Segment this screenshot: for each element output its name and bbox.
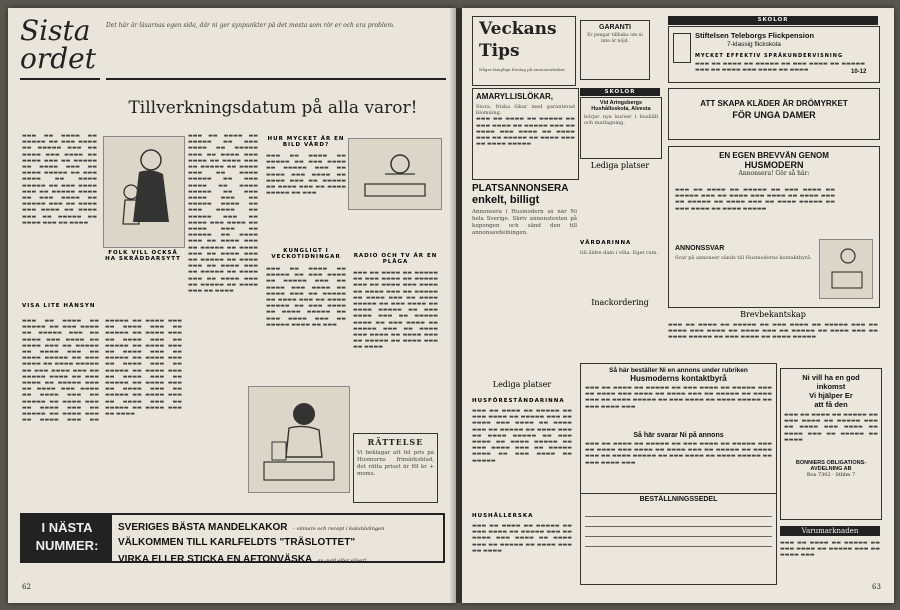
- brevbekantskap-ads: ▬▬▬ ▬▬ ▬▬▬▬ ▬▬ ▬▬▬▬▬ ▬▬ ▬▬▬ ▬▬▬▬ ▬▬ ▬▬▬▬▬ ▬▬▬ ▬▬ ▬▬▬▬ ▬▬▬ ▬▬▬▬ ▬▬ ▬▬▬▬ ▬▬▬ ▬▬ ▬▬▬▬▬ ▬▬ ▬▬▬▬ ▬▬▬ ▬▬ ▬▬▬▬ ▬▬▬▬▬ ▬▬ ▬▬▬ ▬▬▬▬ ▬▬ ▬▬▬▬ ▬▬▬▬▬: [668, 322, 878, 341]
- sleeping-woman-icon: [355, 144, 435, 204]
- varumarknaden-ads: ▬▬▬ ▬▬ ▬▬▬▬ ▬▬ ▬▬▬▬▬ ▬▬ ▬▬▬ ▬▬▬▬ ▬▬ ▬▬▬▬▬ ▬▬▬ ▬▬ ▬▬▬▬ ▬▬▬: [780, 540, 880, 559]
- svarar-title: Så här svarar Ni på annons: [633, 432, 724, 439]
- mother-child-illustration: [103, 136, 185, 248]
- aringsberg-body: börjar nya kurser i hushåll och matlagning.: [584, 114, 658, 127]
- ni-vill-1: Ni vill ha en god: [802, 373, 860, 382]
- caption-visa: VISA LITE HÄNSYN: [22, 303, 96, 309]
- bonniers-3: Box 7302 · Sthlm 7: [806, 472, 856, 478]
- amaryllis-box: [472, 88, 579, 180]
- veckans-title: Veckans: [479, 19, 557, 39]
- brevvan-title-2: HUSMODERN: [744, 160, 804, 170]
- brevvan-box: [668, 146, 880, 308]
- ni-vill-4: att få den: [814, 400, 848, 409]
- order-form: [581, 503, 776, 551]
- order-line-4[interactable]: [585, 537, 772, 547]
- col-4-text: ▬▬▬ ▬▬ ▬▬▬▬ ▬▬ ▬▬▬▬▬ ▬▬ ▬▬▬ ▬▬▬▬ ▬▬ ▬▬▬▬▬ ▬▬▬ ▬▬ ▬▬▬▬ ▬▬▬ ▬▬▬▬ ▬▬ ▬▬▬▬ ▬▬▬ ▬▬ ▬▬▬▬▬ ▬▬ ▬▬▬▬ ▬▬▬ ▬▬ ▬▬▬▬ ▬▬▬▬▬ ▬▬ ▬▬▬: [266, 153, 346, 197]
- bestaller-body: ▬▬▬ ▬▬ ▬▬▬▬ ▬▬ ▬▬▬▬▬ ▬▬ ▬▬▬ ▬▬▬▬ ▬▬ ▬▬▬▬▬ ▬▬▬ ▬▬ ▬▬▬▬ ▬▬▬ ▬▬▬▬ ▬▬ ▬▬▬▬ ▬▬▬ ▬▬ ▬▬▬▬▬ ▬▬ ▬▬▬▬ ▬▬▬ ▬▬ ▬▬▬▬ ▬▬▬▬▬ ▬▬ ▬▬▬ ▬▬▬▬ ▬▬ ▬▬▬▬ ▬▬▬▬▬ ▬▬ ▬▬▬ ▬▬▬▬ ▬▬▬: [585, 385, 772, 410]
- garanti-title: GARANTI: [599, 24, 631, 31]
- garanti-box: [580, 20, 650, 80]
- order-line-1[interactable]: [585, 507, 772, 517]
- annonssvar-title: ANNONSSVAR: [675, 245, 725, 252]
- next-issue-lines: [118, 518, 443, 568]
- lead-headline: Tillverkningsdatum på alla varor!: [128, 98, 418, 118]
- col-visa-text: ▬▬▬ ▬▬ ▬▬▬▬ ▬▬ ▬▬▬▬▬ ▬▬ ▬▬▬ ▬▬▬▬ ▬▬ ▬▬▬▬▬ ▬▬▬ ▬▬ ▬▬▬▬ ▬▬▬ ▬▬▬▬ ▬▬ ▬▬▬▬ ▬▬▬ ▬▬ ▬▬▬▬▬ ▬▬ ▬▬▬▬ ▬▬▬ ▬▬ ▬▬▬▬ ▬▬▬▬▬ ▬▬ ▬▬▬ ▬▬▬▬ ▬▬ ▬▬▬▬ ▬▬▬▬▬ ▬▬ ▬▬▬ ▬▬▬▬ ▬▬▬ ▬▬ ▬▬▬▬▬ ▬▬▬▬ ▬▬ ▬▬▬ ▬▬▬▬ ▬▬ ▬▬▬▬▬ ▬▬▬ ▬▬ ▬▬▬▬ ▬▬▬ ▬▬▬▬ ▬▬ ▬▬▬▬ ▬▬▬ ▬▬ ▬▬▬▬▬ ▬▬ ▬▬▬▬ ▬▬▬ ▬▬ ▬▬▬▬ ▬▬▬ ▬▬ ▬▬▬▬▬ ▬▬ ▬▬▬▬ ▬▬▬ ▬▬ ▬▬▬▬ ▬▬▬ ▬▬ ▬▬▬▬▬ ▬▬ ▬▬▬▬ ▬▬▬ ▬▬ ▬▬▬▬ ▬▬▬ ▬▬ ▬▬▬▬▬ ▬▬ ▬▬▬▬ ▬▬▬ ▬▬ ▬▬▬▬ ▬▬▬ ▬▬ ▬▬▬▬▬ ▬▬ ▬▬▬▬ ▬▬▬ ▬▬ ▬▬▬▬ ▬▬▬ ▬▬ ▬▬▬▬▬ ▬▬ ▬▬▬▬ ▬▬▬ ▬▬ ▬▬▬▬ ▬▬▬ ▬▬ ▬▬▬▬▬ ▬▬ ▬▬▬▬ ▬▬▬ ▬▬ ▬▬▬▬ ▬▬▬ ▬▬ ▬▬▬▬▬ ▬▬ ▬▬▬▬ ▬▬▬ ▬▬ ▬▬▬▬ ▬▬▬ ▬▬ ▬▬▬▬▬ ▬▬ ▬▬▬▬ ▬▬▬ ▬▬ ▬▬▬▬ ▬▬▬ ▬▬ ▬▬▬▬▬ ▬▬ ▬▬▬▬ ▬▬▬ ▬▬ ▬▬▬▬: [22, 318, 182, 424]
- caption-folk: FOLK VILL OCKSÅ HA SKRÅDDARSYTT: [105, 250, 181, 262]
- amaryllis-body: Stora, friska lökar med garanterad blomning.: [476, 104, 575, 117]
- bestaller-box: [580, 363, 777, 585]
- amaryllis-details: ▬▬▬ ▬▬ ▬▬▬▬ ▬▬ ▬▬▬▬▬ ▬▬ ▬▬▬ ▬▬▬▬ ▬▬ ▬▬▬▬▬ ▬▬▬ ▬▬ ▬▬▬▬ ▬▬▬ ▬▬▬▬ ▬▬ ▬▬▬▬ ▬▬▬ ▬▬ ▬▬▬▬▬ ▬▬ ▬▬▬▬ ▬▬▬ ▬▬ ▬▬▬▬ ▬▬▬▬▬: [476, 116, 575, 148]
- inkomst-box: [780, 368, 882, 520]
- bonniers-1: BONNIERS OBLIGATIONS-: [795, 460, 867, 466]
- skolor-bar: SKOLOR: [668, 16, 878, 25]
- platsannonsera-body: Annonsera i Husmodern så når Ni hela Sverige. Skriv annonstexten på kupongen och sänd den till annonsavdelningen.: [472, 209, 577, 236]
- stiftelsen-body: MYCKET EFFEKTIV SPRÅKUNDERVISNING: [695, 53, 844, 59]
- ni-vill-3: Vi hjälper Er: [809, 391, 853, 400]
- page-number-right: 63: [872, 583, 881, 591]
- col-6-text: ▬▬▬ ▬▬ ▬▬▬▬ ▬▬ ▬▬▬▬▬ ▬▬ ▬▬▬ ▬▬▬▬ ▬▬ ▬▬▬▬▬ ▬▬▬ ▬▬ ▬▬▬▬ ▬▬▬ ▬▬▬▬ ▬▬ ▬▬▬▬ ▬▬▬ ▬▬ ▬▬▬▬▬ ▬▬ ▬▬▬▬ ▬▬▬ ▬▬ ▬▬▬▬ ▬▬▬▬▬ ▬▬ ▬▬▬ ▬▬▬▬ ▬▬ ▬▬▬▬ ▬▬▬▬▬ ▬▬ ▬▬▬ ▬▬▬▬ ▬▬▬ ▬▬ ▬▬▬▬▬ ▬▬▬▬ ▬▬ ▬▬▬ ▬▬▬▬ ▬▬ ▬▬▬▬▬ ▬▬▬ ▬▬ ▬▬▬▬ ▬▬▬ ▬▬▬▬ ▬▬ ▬▬▬▬ ▬▬▬ ▬▬ ▬▬▬▬▬ ▬▬ ▬▬▬▬ ▬▬▬ ▬▬ ▬▬▬▬: [353, 270, 438, 351]
- masthead: [20, 14, 100, 80]
- bestaller-sub: Husmoderns kontaktbyrå: [630, 374, 727, 383]
- lediga-platser-1: Lediga platser: [590, 161, 650, 170]
- next-issue-label-1: I NÄSTA: [41, 520, 93, 535]
- col-3-text: ▬▬▬ ▬▬ ▬▬▬▬ ▬▬ ▬▬▬▬▬ ▬▬ ▬▬▬ ▬▬▬▬ ▬▬ ▬▬▬▬▬ ▬▬▬ ▬▬ ▬▬▬▬ ▬▬▬ ▬▬▬▬ ▬▬ ▬▬▬▬ ▬▬▬ ▬▬ ▬▬▬▬▬ ▬▬ ▬▬▬▬ ▬▬▬ ▬▬ ▬▬▬▬ ▬▬▬▬▬ ▬▬ ▬▬▬ ▬▬▬▬ ▬▬ ▬▬▬▬ ▬▬▬▬▬ ▬▬ ▬▬▬ ▬▬▬▬ ▬▬▬ ▬▬ ▬▬▬▬▬ ▬▬▬▬ ▬▬ ▬▬▬ ▬▬▬▬ ▬▬ ▬▬▬▬▬ ▬▬▬ ▬▬ ▬▬▬▬ ▬▬▬ ▬▬▬▬ ▬▬ ▬▬▬▬ ▬▬▬ ▬▬ ▬▬▬▬▬ ▬▬ ▬▬▬▬ ▬▬▬ ▬▬ ▬▬▬▬ ▬▬▬ ▬▬ ▬▬▬▬▬ ▬▬ ▬▬▬▬ ▬▬▬ ▬▬ ▬▬▬▬ ▬▬▬ ▬▬ ▬▬▬▬▬ ▬▬ ▬▬▬▬ ▬▬▬ ▬▬ ▬▬▬▬ ▬▬▬ ▬▬ ▬▬▬▬▬ ▬▬ ▬▬▬▬ ▬▬▬ ▬▬ ▬▬▬▬ ▬▬▬ ▬▬ ▬▬▬▬▬ ▬▬ ▬▬▬▬ ▬▬▬ ▬▬ ▬▬▬▬: [188, 133, 258, 295]
- bonniers-2: AVDELNING AB: [810, 466, 852, 472]
- skolor-bar-2: SKOLOR: [580, 88, 660, 96]
- left-page: [8, 8, 456, 603]
- amaryllis-title: AMARYLLISLÖKAR,: [476, 92, 554, 101]
- page-number-left: 62: [22, 583, 31, 591]
- rattelse-body: Vi beklagar att fel pris på Husmorns frimärksblad, det rätta priset är 69 kr + moms.: [357, 450, 434, 477]
- inackordering-head: Inackordering: [591, 298, 649, 307]
- letter-writer-illustration: [819, 239, 873, 299]
- stiftelsen-name: Stiftelsen Teleborgs Flickpension: [695, 31, 815, 40]
- masthead-rule: [106, 78, 446, 80]
- vardarinna-title: VÅRDARINNA: [580, 240, 632, 246]
- bestallning-title: BESTÄLLNINGSSEDEL: [581, 493, 776, 503]
- husforestandarinna-body: ▬▬▬ ▬▬ ▬▬▬▬ ▬▬ ▬▬▬▬▬ ▬▬ ▬▬▬ ▬▬▬▬ ▬▬ ▬▬▬▬▬ ▬▬▬ ▬▬ ▬▬▬▬ ▬▬▬ ▬▬▬▬ ▬▬ ▬▬▬▬ ▬▬▬ ▬▬ ▬▬▬▬▬ ▬▬ ▬▬▬▬ ▬▬▬ ▬▬ ▬▬▬▬ ▬▬▬▬▬ ▬▬ ▬▬▬ ▬▬▬▬ ▬▬ ▬▬▬▬ ▬▬▬▬▬ ▬▬ ▬▬▬ ▬▬▬▬ ▬▬▬ ▬▬ ▬▬▬▬▬ ▬▬▬▬ ▬▬ ▬▬▬ ▬▬▬▬ ▬▬ ▬▬▬▬▬: [472, 408, 572, 464]
- next-issue-label-2: NUMMER:: [35, 538, 99, 553]
- aringsberg-box: [580, 97, 662, 159]
- tips-title: Tips: [479, 41, 520, 61]
- garanti-body: Er pengar tillbaka om ni inte är nöjd.: [587, 33, 643, 44]
- klader-title-2: FÖR UNGA DAMER: [732, 110, 816, 120]
- vardarinna-body: till äldre dam i villa. Eget rum.: [580, 250, 658, 256]
- inkomst-body: ▬▬▬ ▬▬ ▬▬▬▬ ▬▬ ▬▬▬▬▬ ▬▬ ▬▬▬ ▬▬▬▬ ▬▬ ▬▬▬▬▬ ▬▬▬ ▬▬ ▬▬▬▬ ▬▬▬ ▬▬▬▬ ▬▬ ▬▬▬▬ ▬▬▬ ▬▬ ▬▬▬▬▬ ▬▬ ▬▬▬▬: [784, 412, 878, 443]
- next-issue-line-3: VIRKA ELLER STICKA EN AFTONVÄSKA av guld eller silver!: [118, 554, 367, 565]
- caption-hur-mycket: HUR MYCKET ÄR EN BILD VÄRD?: [267, 136, 345, 148]
- next-issue-box: [20, 513, 445, 563]
- stiftelsen-sub: 7-klassig flickskola: [727, 41, 781, 48]
- lediga-platser-2: Lediga platser: [492, 380, 552, 389]
- husforestandarinna-title: HUSFÖRESTÅNDARINNA: [472, 398, 565, 404]
- aringsberg-title: Vid Aringsbergs Hushållsskola, Alvesta: [591, 100, 651, 112]
- woman-letters-illustration: [248, 386, 350, 493]
- platsannonsera-title-2: enkelt, billigt: [472, 194, 540, 206]
- caption-radio: RADIO OCH TV ÄR EN PLÅGA: [353, 253, 438, 265]
- rattelse-box: [353, 433, 438, 503]
- next-issue-label: [22, 515, 112, 561]
- next-issue-line-2: VÄLKOMMEN TILL KARLFELDTS "TRÄSLOTTET": [118, 537, 356, 548]
- masthead-title-1: Sista: [20, 14, 91, 47]
- age-range: 10-12: [851, 69, 867, 75]
- order-line-3[interactable]: [585, 527, 772, 537]
- ni-vill-2: inkomst: [816, 382, 846, 391]
- woman-in-bed-illustration: [348, 138, 442, 210]
- platsannonsera-block: [472, 183, 577, 409]
- col-5-text: ▬▬▬ ▬▬ ▬▬▬▬ ▬▬ ▬▬▬▬▬ ▬▬ ▬▬▬ ▬▬▬▬ ▬▬ ▬▬▬▬▬ ▬▬▬ ▬▬ ▬▬▬▬ ▬▬▬ ▬▬▬▬ ▬▬ ▬▬▬▬ ▬▬▬ ▬▬ ▬▬▬▬▬ ▬▬ ▬▬▬▬ ▬▬▬ ▬▬ ▬▬▬▬ ▬▬▬▬▬ ▬▬ ▬▬▬ ▬▬▬▬ ▬▬ ▬▬▬▬ ▬▬▬▬▬ ▬▬ ▬▬▬ ▬▬▬▬ ▬▬▬ ▬▬ ▬▬▬▬▬ ▬▬▬▬ ▬▬ ▬▬▬: [266, 266, 346, 328]
- veckans-tips-box: [472, 16, 576, 86]
- husallerska-body: ▬▬▬ ▬▬ ▬▬▬▬ ▬▬ ▬▬▬▬▬ ▬▬ ▬▬▬ ▬▬▬▬ ▬▬ ▬▬▬▬▬ ▬▬▬ ▬▬ ▬▬▬▬ ▬▬▬ ▬▬▬▬ ▬▬ ▬▬▬▬ ▬▬▬ ▬▬ ▬▬▬▬▬ ▬▬ ▬▬▬▬ ▬▬▬ ▬▬ ▬▬▬▬: [472, 523, 572, 554]
- caption-kungligt: KUNGLIGT I VECKOTIDNINGAR: [271, 248, 341, 260]
- order-line-2[interactable]: [585, 517, 772, 527]
- rattelse-title: RÄTTELSE: [367, 437, 424, 447]
- stiftelsen-details: ▬▬▬ ▬▬ ▬▬▬▬ ▬▬ ▬▬▬▬▬ ▬▬ ▬▬▬ ▬▬▬▬ ▬▬ ▬▬▬▬▬ ▬▬▬ ▬▬ ▬▬▬▬ ▬▬▬ ▬▬▬▬ ▬▬ ▬▬▬▬: [695, 61, 865, 74]
- svarar-body: ▬▬▬ ▬▬ ▬▬▬▬ ▬▬ ▬▬▬▬▬ ▬▬ ▬▬▬ ▬▬▬▬ ▬▬ ▬▬▬▬▬ ▬▬▬ ▬▬ ▬▬▬▬ ▬▬▬ ▬▬▬▬ ▬▬ ▬▬▬▬ ▬▬▬ ▬▬ ▬▬▬▬▬ ▬▬ ▬▬▬▬ ▬▬▬ ▬▬ ▬▬▬▬ ▬▬▬▬▬ ▬▬ ▬▬▬ ▬▬▬▬ ▬▬ ▬▬▬▬ ▬▬▬▬▬ ▬▬ ▬▬▬ ▬▬▬▬ ▬▬▬: [585, 441, 772, 466]
- platsannonsera-title-1: PLATSANNONSERA: [472, 183, 569, 194]
- col-1-text: ▬▬▬ ▬▬ ▬▬▬▬ ▬▬ ▬▬▬▬▬ ▬▬ ▬▬▬ ▬▬▬▬ ▬▬ ▬▬▬▬▬ ▬▬▬ ▬▬ ▬▬▬▬ ▬▬▬ ▬▬▬▬ ▬▬ ▬▬▬▬ ▬▬▬ ▬▬ ▬▬▬▬▬ ▬▬ ▬▬▬▬ ▬▬▬ ▬▬ ▬▬▬▬ ▬▬▬▬▬ ▬▬ ▬▬▬ ▬▬▬▬ ▬▬ ▬▬▬▬ ▬▬▬▬▬ ▬▬ ▬▬▬ ▬▬▬▬ ▬▬▬ ▬▬ ▬▬▬▬▬ ▬▬▬▬ ▬▬ ▬▬▬ ▬▬▬▬ ▬▬ ▬▬▬▬▬ ▬▬▬ ▬▬ ▬▬▬▬ ▬▬▬ ▬▬▬▬ ▬▬ ▬▬▬▬ ▬▬▬ ▬▬ ▬▬▬▬▬ ▬▬ ▬▬▬▬ ▬▬▬ ▬▬ ▬▬▬▬: [22, 133, 97, 226]
- klader-box: [668, 88, 880, 140]
- brevvan-sub: Annonsera! Gör så här:: [738, 170, 810, 177]
- veckans-sub: Några lämpliga förslag på annonsrubriker: [479, 67, 565, 72]
- brevvan-title-1: EN EGEN BREVVÄN GENOM: [719, 151, 829, 160]
- next-issue-line-1: SVERIGES BÄSTA MANDELKAKOR – vinnare och recept i kakstävlingen: [118, 522, 385, 533]
- stiftelsen-box: [668, 26, 880, 83]
- right-page: [462, 8, 894, 603]
- klader-title-1: ATT SKAPA KLÄDER ÄR DRÖMYRKET: [700, 99, 848, 108]
- brevvan-details: ▬▬▬ ▬▬ ▬▬▬▬ ▬▬ ▬▬▬▬▬ ▬▬ ▬▬▬ ▬▬▬▬ ▬▬ ▬▬▬▬▬ ▬▬▬ ▬▬ ▬▬▬▬ ▬▬▬ ▬▬▬▬ ▬▬ ▬▬▬▬ ▬▬▬ ▬▬ ▬▬▬▬▬ ▬▬ ▬▬▬▬ ▬▬▬ ▬▬ ▬▬▬▬ ▬▬▬▬▬ ▬▬ ▬▬▬ ▬▬▬▬ ▬▬ ▬▬▬▬ ▬▬▬▬▬: [675, 187, 835, 212]
- annonssvar-body: Svar på annonser sänds till Husmoderns kontaktbyrå.: [675, 255, 812, 261]
- bestaller-title: Så här beställer Ni en annons under rubriken: [609, 367, 748, 374]
- writing-hand-icon: [824, 244, 868, 294]
- brevbekantskap-head: Brevbekantskap: [740, 310, 806, 319]
- woman-writing-icon: [254, 392, 344, 487]
- school-crest-icon: [673, 33, 691, 63]
- masthead-title-2: ordet: [20, 42, 96, 75]
- husallerska-title: HUSHÅLLERSKA: [472, 513, 534, 519]
- mother-child-icon: [109, 142, 179, 242]
- varumarknaden-head: Varumarknaden: [780, 526, 880, 536]
- masthead-intro: Det här är läsarnas egen sida, där ni ger synpunkter på det mesta som rör er och era problem.: [106, 22, 395, 29]
